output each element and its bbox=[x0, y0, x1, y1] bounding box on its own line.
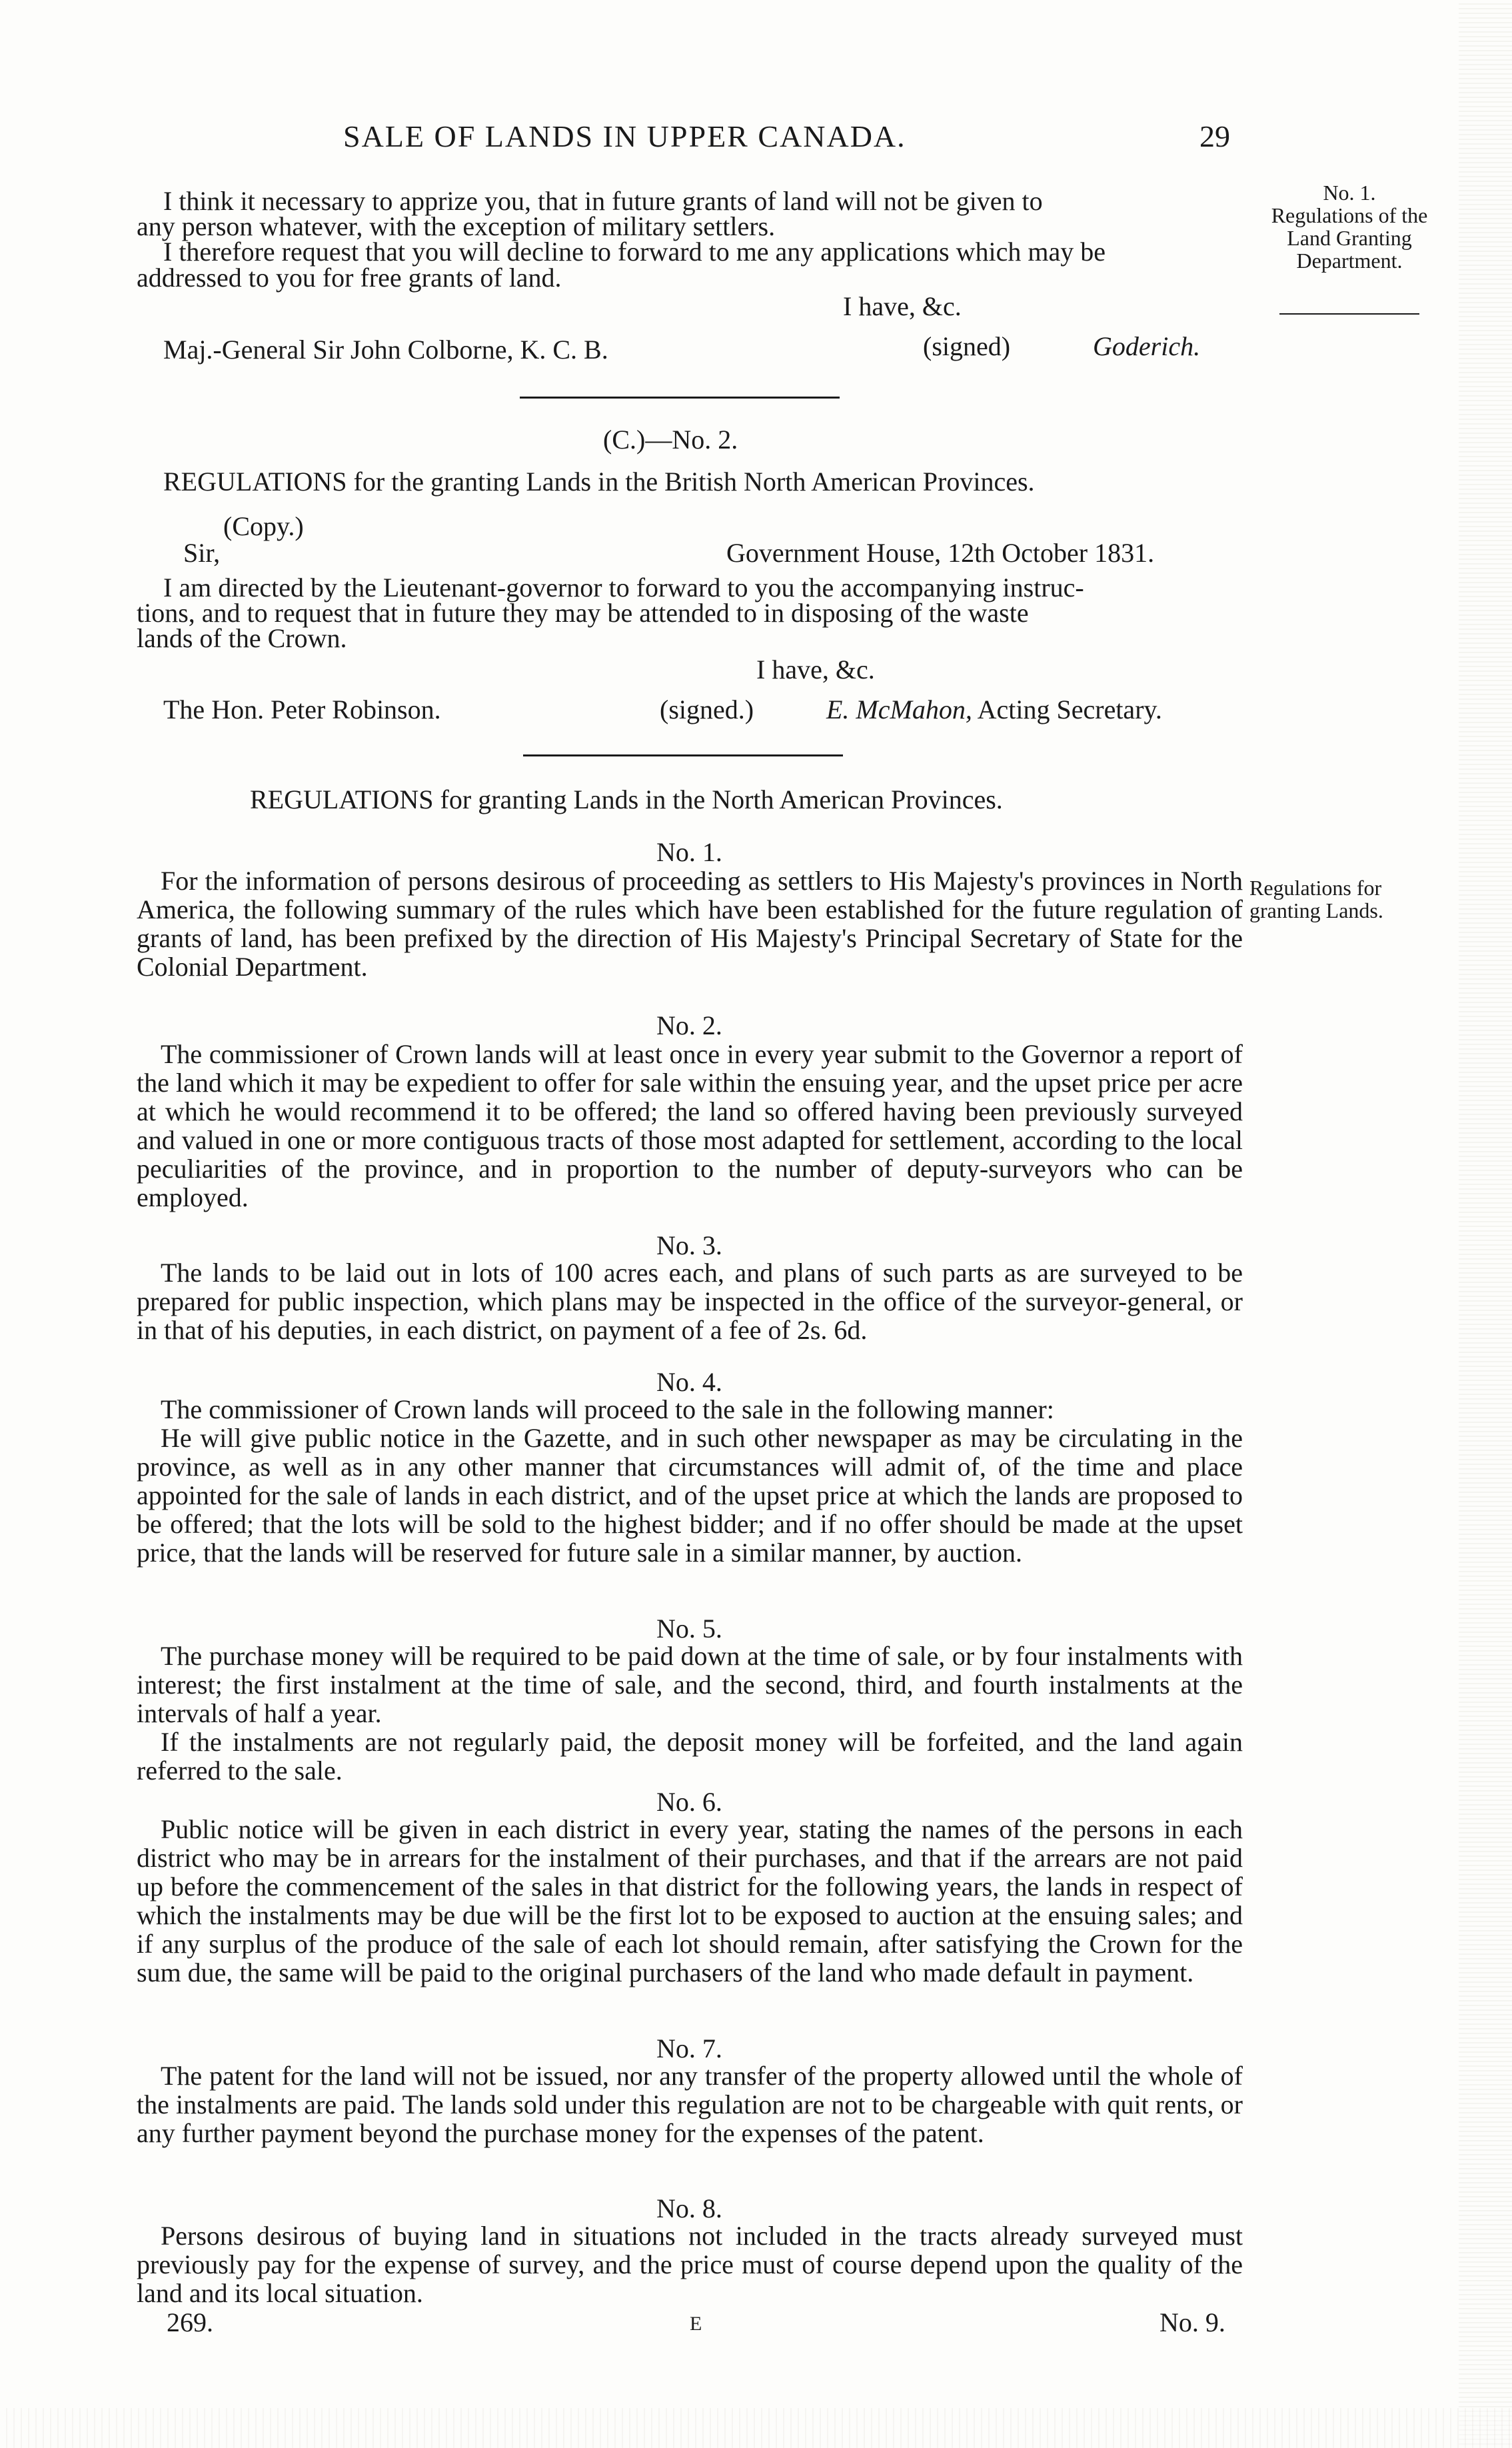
margin-note-line: Department. bbox=[1296, 249, 1403, 273]
regulation-paragraph: For the information of persons desirous of proceeding as settlers to His Majesty's provinces in North America, the following summary of the rules which have been established for the future regulation of grants of land, has been prefixed by the direction of His Majesty's Principal Secretary of State for the Colonial Department. bbox=[137, 866, 1243, 982]
regulation-paragraph: If the instalments are not regularly paid, the deposit money will be forfeited, and the land again referred to the sale. bbox=[137, 1727, 1243, 1786]
margin-note-line: Regulations of the bbox=[1271, 203, 1428, 227]
margin-note-line: granting Lands. bbox=[1249, 898, 1383, 922]
regulation-paragraph: He will give public notice in the Gazette, and in such other newspaper as may be circulating in the province, as well as in any other manner that circumstances will admit of, of the time and place appointed for the sale of lands in each district, and of the upset price at which the lands are proposed to be offered; that the lots will be sold to the highest bidder; and if no offer should be made at the upset price, that the lands will be reserved for future sale in a similar manner, by auction. bbox=[137, 1423, 1243, 1568]
regulation-paragraph: The purchase money will be required to be paid down at the time of sale, or by four instalments with interest; the first instalment at the time of sale, and the second, third, and fourth instalments at the intervals of half a year. bbox=[137, 1641, 1243, 1728]
regulation-paragraph: The patent for the land will not be issued, nor any transfer of the property allowed until the whole of the instalments are paid. The lands sold under this regulation are not to be chargeable with quit rents, or any further payment beyond the purchase money for the expenses of the patent. bbox=[137, 2061, 1243, 2148]
page-number: 29 bbox=[1199, 119, 1230, 153]
regulation-text bbox=[137, 1642, 1243, 1785]
margin-note-line: Land Granting bbox=[1287, 226, 1412, 250]
regulation-number: No. 2. bbox=[656, 1010, 722, 1040]
letter1-signed: (signed) bbox=[923, 331, 1011, 361]
signatory-title: Acting Secretary. bbox=[977, 694, 1162, 724]
section-c-addressee: The Hon. Peter Robinson. bbox=[163, 694, 441, 724]
section-c-body-line: tions, and to request that in future they may be attended to in disposing of the waste bbox=[137, 598, 1029, 628]
letter1-closing: I have, &c. bbox=[843, 291, 962, 321]
letter1-line: I think it necessary to apprize you, that in future grants of land will not be given to bbox=[163, 186, 1043, 216]
regulation-paragraph: Persons desirous of buying land in situations not included in the tracts already surveyed must previously pay for the expense of survey, and the price must of course depend upon the quality of the land and its local situation. bbox=[137, 2221, 1243, 2308]
section-c-place-date: Government House, 12th October 1831. bbox=[726, 538, 1155, 568]
regulation-paragraph: Public notice will be given in each district in every year, stating the names of the persons in each district who may be in arrears for the instalment of their purchases, and that if the arrears are not paid up before the commencement of the sales in that district for the following years, the lands in respect of which the instalments may be due will be the first lot to be exposed to auction at the ensuing sales; and if any surplus of the produce of the sale of each lot should remain, after satisfying the Crown for the sum due, the same will be paid to the original purchasers of the land who made default in payment. bbox=[137, 1814, 1243, 1987]
section-c-signatory bbox=[826, 696, 1162, 723]
sheet-number: 269. bbox=[167, 2307, 213, 2337]
regulations-title: REGULATIONS for granting Lands in the North American Provinces. bbox=[250, 784, 1003, 814]
section-c-label: (C.)—No. 2. bbox=[603, 425, 738, 455]
section-c-body-line: I am directed by the Lieutenant-governor to forward to you the accompanying instruc- bbox=[163, 573, 1084, 603]
section-c-signed: (signed.) bbox=[660, 694, 754, 724]
margin-note-line: Regulations for bbox=[1249, 876, 1382, 900]
regulation-text bbox=[137, 1395, 1243, 1567]
regulation-number: No. 7. bbox=[656, 2033, 722, 2063]
regulation-number: No. 3. bbox=[656, 1230, 722, 1260]
paper-texture-bottom bbox=[0, 2408, 1512, 2448]
margin-note-granting-lands bbox=[1249, 876, 1443, 922]
section-c-closing: I have, &c. bbox=[756, 654, 875, 684]
section-c-body-line: lands of the Crown. bbox=[137, 623, 347, 653]
regulation-number: No. 8. bbox=[656, 2193, 722, 2223]
catchword: No. 9. bbox=[1159, 2307, 1225, 2337]
running-title: SALE OF LANDS IN UPPER CANADA. bbox=[343, 119, 906, 153]
regulation-paragraph: The commissioner of Crown lands will at least once in every year submit to the Governor a report of the land which it may be expedient to offer for sale within the ensuing year, and the upset price per acre at which he would recommend it to be offered; the land so offered having been previously surveyed and valued in one or more contiguous tracts of those most adapted for settlement, according to the local peculiarities of the province, and in proportion to the number of deputy-surveyors who can be employed. bbox=[137, 1039, 1243, 1212]
letter1-line: any person whatever, with the exception of military settlers. bbox=[137, 211, 776, 241]
regulation-text bbox=[137, 2221, 1243, 2307]
regulation-number: No. 5. bbox=[656, 1614, 722, 1644]
regulation-paragraph: The lands to be laid out in lots of 100 acres each, and plans of such parts as are surveyed to be prepared for public inspection, which plans may be inspected in the office of the surveyor-general, or in that of his deputies, in each district, on payment of a fee of 2s. 6d. bbox=[137, 1258, 1243, 1345]
regulation-number: No. 6. bbox=[656, 1787, 722, 1817]
section-divider bbox=[520, 397, 840, 399]
regulation-text bbox=[137, 1258, 1243, 1344]
signatory-name: E. McMahon, bbox=[826, 694, 972, 724]
margin-note-line: No. 1. bbox=[1323, 181, 1376, 205]
signature-mark: E bbox=[690, 2313, 702, 2335]
section-c-title: REGULATIONS for the granting Lands in the British North American Provinces. bbox=[163, 467, 1035, 497]
regulation-text bbox=[137, 866, 1243, 981]
regulation-text bbox=[137, 1040, 1243, 1212]
regulation-number: No. 4. bbox=[656, 1367, 722, 1397]
section-c-salutation: Sir, bbox=[183, 538, 221, 568]
regulation-number: No. 1. bbox=[656, 837, 722, 867]
margin-note-land-granting bbox=[1253, 181, 1446, 272]
section-c-copy: (Copy.) bbox=[223, 511, 304, 541]
letter1-addressee: Maj.-General Sir John Colborne, K. C. B. bbox=[163, 335, 608, 365]
regulation-paragraph: The commissioner of Crown lands will proceed to the sale in the following manner: bbox=[161, 1394, 1054, 1424]
regulation-text bbox=[137, 1815, 1243, 1987]
section-divider bbox=[523, 754, 843, 756]
letter1-signatory: Goderich. bbox=[1093, 331, 1201, 361]
paper-texture-edge bbox=[1459, 0, 1512, 2448]
letter1-line: I therefore request that you will decline to forward to me any applications which may be bbox=[163, 237, 1106, 267]
regulation-text bbox=[137, 2061, 1243, 2147]
margin-note-rule bbox=[1279, 313, 1419, 315]
letter1-line: addressed to you for free grants of land. bbox=[137, 263, 562, 293]
